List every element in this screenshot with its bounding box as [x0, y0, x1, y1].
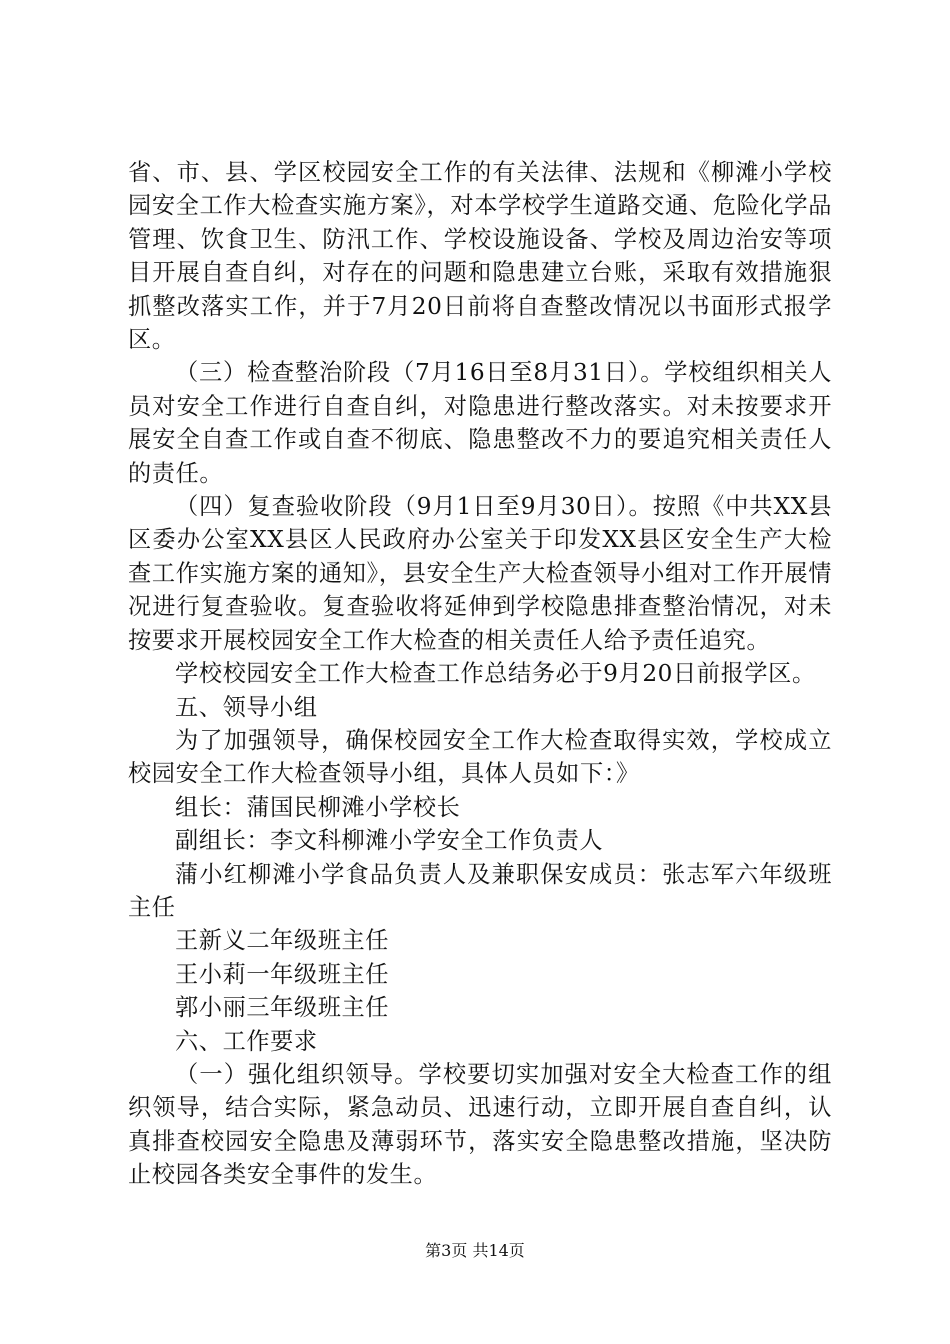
document-body	[128, 156, 832, 1192]
page-number-footer: 第3页 共14页	[425, 1241, 525, 1260]
section-heading-leadership: 五、领导小组	[175, 693, 318, 721]
section-heading-requirements: 六、工作要求	[175, 1027, 318, 1055]
member-deputy-leader: 副组长：李文科柳滩小学安全工作负责人	[175, 827, 604, 855]
paragraph-organization-leadership: （一）强化组织领导。学校要切实加强对安全大检查工作的组织领导，结合实际，紧急动员、迅速行动，立即开展自查自纠，认真排查校园安全隐患及薄弱环节，落实安全隐患整改措施，坚决防止校园各类安全事件的发生。	[128, 1060, 832, 1189]
member-grade-three: 郭小丽三年级班主任	[175, 994, 390, 1022]
member-grade-one: 王小莉一年级班主任	[175, 960, 390, 988]
member-grade-two: 王新义二年级班主任	[175, 927, 390, 955]
member-leader: 组长：蒲国民柳滩小学校长	[175, 793, 461, 821]
paragraph-review-stage: （四）复查验收阶段（9月1日至9月30日）。按照《中共XX县区委办公室XX县区人民政府办公室关于印发XX县区安全生产大检查工作实施方案的通知》，县安全生产大检查领导小组对工作开展情况进行复查验收。复查验收将延伸到学校隐患排查整治情况，对未按要求开展校园安全工作大检查的相关责任人给予责任追究。	[128, 493, 832, 654]
paragraph-leadership-intro: 为了加强领导，确保校园安全工作大检查取得实效，学校成立校园安全工作大检查领导小组，具体人员如下：》	[128, 726, 832, 788]
paragraph-summary-deadline: 学校校园安全工作大检查工作总结务必于9月20日前报学区。	[175, 660, 816, 688]
member-food-security: 蒲小红柳滩小学食品负责人及兼职保安成员：张志军六年级班主任	[128, 860, 832, 921]
paragraph-inspection-stage: （三）检查整治阶段（7月16日至8月31日）。学校组织相关人员对安全工作进行自查自纠，对隐患进行整改落实。对未按要求开展安全自查工作或自查不彻底、隐患整改不力的要追究相关责任人的责任。	[128, 359, 832, 487]
paragraph-continuation: 省、市、县、学区校园安全工作的有关法律、法规和《柳滩小学校园安全工作大检查实施方案》，对本学校学生道路交通、危险化学品管理、饮食卫生、防汛工作、学校设施设备、学校及周边治安等项目开展自查自纠，对存在的问题和隐患建立台账，采取有效措施狠抓整改落实工作，并于7月20日前将自查整改情况以书面形式报学区。	[128, 159, 832, 354]
